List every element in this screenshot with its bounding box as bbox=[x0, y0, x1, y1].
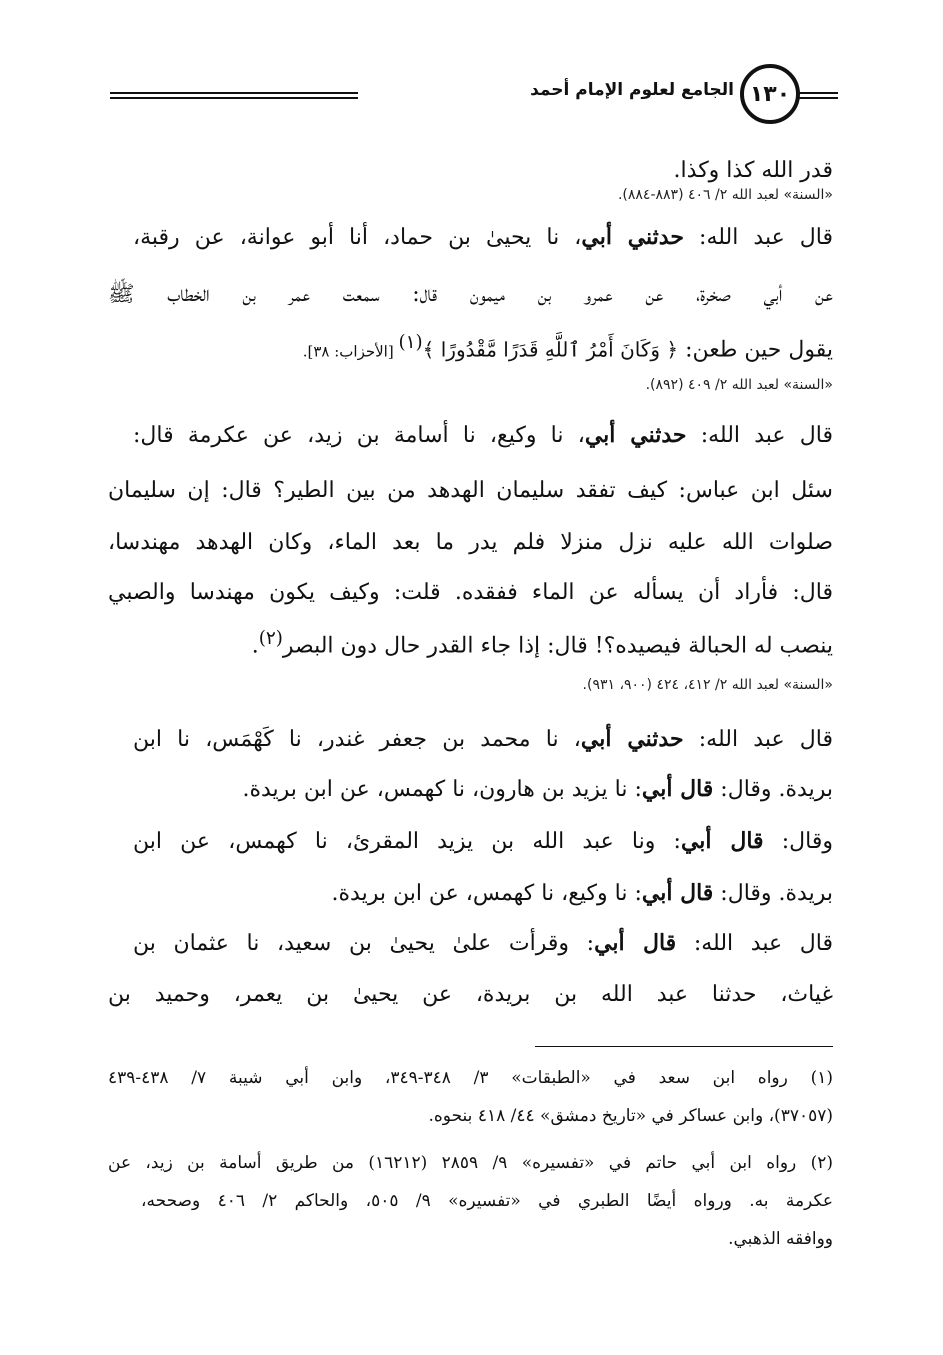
narrator-bold: قال أبي bbox=[594, 930, 677, 956]
paragraph-line: قال عبد الله: حدثني أبي، نا وكيع، نا أسامة بن زيد، عن عكرمة قال: bbox=[133, 422, 833, 448]
narrator-bold: حدثني أبي bbox=[580, 726, 684, 752]
page-number: ١٣٠ bbox=[749, 81, 791, 107]
paragraph-line: قال عبد الله: قال أبي: وقرأت علىٰ يحيىٰ بن سعيد، نا عثمان بن bbox=[133, 930, 833, 956]
narrator-bold: قال أبي bbox=[680, 828, 764, 854]
paragraph-line: ينصب له الحبالة فيصيده؟! قال: إذا جاء القدر حال دون البصر$^{(٢)}$. bbox=[251, 628, 833, 659]
source-citation: «السنة» لعبد الله ٢/ ٤١٢، ٤٢٤ (٩٠٠، ٩٣١). bbox=[582, 677, 833, 693]
narrator-bold: حدثني أبي bbox=[584, 422, 687, 448]
paragraph-line: يقول حين طعن: ﴿ وَكَانَ أَمْرُ ٱللَّهِ قَدَرًا مَّقْدُورًا ﴾$^{(١)}$ [الأحزاب: ٣٨]. bbox=[302, 332, 833, 363]
header-rule-right bbox=[798, 92, 838, 99]
paragraph-line: قال عبد الله: حدثني أبي، نا يحيىٰ بن حماد، أنا أبو عوانة، عن رقبة، bbox=[133, 224, 833, 250]
paragraph-line: بريدة. وقال: قال أبي: نا وكيع، نا كهمس، عن ابن بريدة. bbox=[331, 880, 833, 906]
footnote-line: (٢) رواه ابن أبي حاتم في «تفسيره» ٩/ ٢٨٥٩ (١٦٢١٢) من طريق أسامة بن زيد، عن bbox=[108, 1153, 834, 1173]
paragraph-line: وقال: قال أبي: ونا عبد الله بن يزيد المقرئ، نا كهمس، عن ابن bbox=[133, 828, 833, 854]
text-line: قدر الله كذا وكذا. bbox=[673, 158, 833, 183]
paragraph-line: عن أبي صخرة، عن عمرو بن ميمون قال: سمعت عمر بن الخطاب ﷺ bbox=[108, 282, 833, 307]
paragraph-line: سئل ابن عباس: كيف تفقد سليمان الهدهد من بين الطير؟ قال: إن سليمان bbox=[108, 478, 833, 503]
narrator-bold: قال أبي bbox=[641, 776, 714, 802]
verse-reference: [الأحزاب: ٣٨]. bbox=[302, 342, 399, 361]
paragraph-line: بريدة. وقال: قال أبي: نا يزيد بن هارون، نا كهمس، عن ابن بريدة. bbox=[242, 776, 833, 802]
footnote-line: ووافقه الذهبي. bbox=[728, 1229, 833, 1249]
footnote-line: (٣٧٠٥٧)، وابن عساكر في «تاريخ دمشق» ٤٤/ ٤١٨ بنحوه. bbox=[428, 1106, 833, 1126]
paragraph-line: غياث، حدثنا عبد الله بن بريدة، عن يحيىٰ بن يعمر، وحميد بن bbox=[108, 982, 833, 1007]
narrator-bold: حدثني أبي bbox=[581, 224, 684, 250]
paragraph-line: صلوات الله عليه نزل منزلا فلم يدر ما بعد الماء، وكان الهدهد مهندسا، bbox=[108, 530, 833, 555]
footnote-line: (١) رواه ابن سعد في «الطبقات» ٣/ ٣٤٨-٣٤٩، وابن أبي شيبة ٧/ ٤٣٨-٤٣٩ bbox=[108, 1068, 833, 1088]
page-number-badge bbox=[740, 64, 800, 124]
quran-verse: ﴿ وَكَانَ أَمْرُ ٱللَّهِ قَدَرًا مَّقْدُورًا ﴾ bbox=[422, 337, 679, 362]
paragraph-line: قال عبد الله: حدثني أبي، نا محمد بن جعفر غندر، نا كَهْمَس، نا ابن bbox=[133, 726, 833, 752]
running-title: الجامع لعلوم الإمام أحمد bbox=[530, 80, 734, 100]
footnote-separator bbox=[535, 1046, 833, 1047]
narrator-bold: قال أبي bbox=[641, 880, 714, 906]
footnote-line: عكرمة به. ورواه أيضًا الطبري في «تفسيره» ٩/ ٥٠٥، والحاكم ٢/ ٤٠٦ وصححه، bbox=[141, 1191, 833, 1211]
source-citation: «السنة» لعبد الله ٢/ ٤٠٩ (٨٩٢). bbox=[645, 377, 833, 393]
footnote-ref: (٢) bbox=[258, 628, 283, 649]
paragraph-line: قال: فأراد أن يسأله عن الماء ففقده. قلت: وكيف يكون مهندسا والصبي bbox=[108, 580, 833, 605]
source-citation: «السنة» لعبد الله ٢/ ٤٠٦ (٨٨٣-٨٨٤). bbox=[617, 187, 833, 203]
header-rule-left bbox=[110, 92, 358, 99]
footnote-ref: (١) bbox=[398, 332, 423, 353]
